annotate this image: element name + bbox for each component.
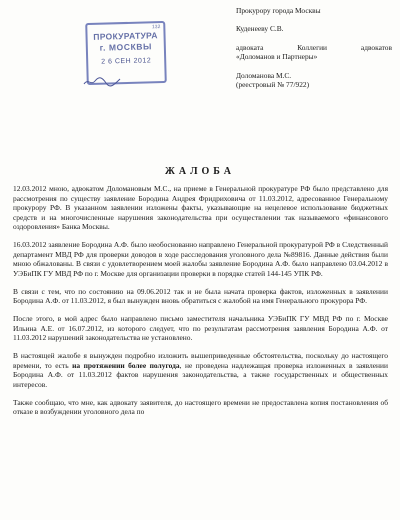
stamp-corner-number: 132 — [151, 24, 161, 31]
paragraph-6: Также сообщаю, что мне, как адвокату заявителя, до настоящего времени не предоставлена копия постановления об отказе в возбуждении уголовного дела по — [13, 397, 388, 417]
stamp-line-1: ПРОКУРАТУРА — [93, 30, 158, 42]
document-title: ЖАЛОБА — [164, 166, 236, 177]
paragraph-2: 16.03.2012 заявление Бородина А.Ф. было необоснованно направлено Генеральной прокуратурой РФ в Следственный департамент МВД РФ для проверки доводов в ходе расследования уголовного дела №89816. Данные действия были мною обжалованы. В связи с удовлетворением моей жалобы заявление Бородина А.Ф. было направлено 03.04.2012 в УЭБиПК ГУ МВД РФ по г. Москве для организации проверки в порядке статей 144-145 УПК РФ. — [13, 240, 388, 278]
sender-registry: (реестровый № 77/922) — [236, 80, 310, 90]
sender-line-1: адвоката Коллегии адвокатов — [236, 42, 392, 52]
paragraph-4: После этого, в мой адрес было направлено письмо заместителя начальника УЭБиПК ГУ МВД РФ по г. Москве Ильина А.Е. от 16.07.2012, из которого следует, что по результатам рассмотрения заявления Бородина А.Ф. от 11.03.2012 нарушений законодательства не установлено. — [13, 314, 388, 343]
sender-name: Доломанова М.С. — [236, 70, 292, 80]
signature-scribble-icon — [82, 74, 122, 88]
paragraph-5: В настоящей жалобе я вынужден подробно изложить вышеприведенные обстоятельства, поскольку до настоящего времени, то есть на протяжении более полугода, не проведена надлежащая проверка изложенных в заявлении Бородина А.Ф. от 11.03.2012 фактов нарушения законодательства, а также государственных и общественных интересов. — [13, 351, 388, 389]
paragraph-3: В связи с тем, что по состоянию на 09.06.2012 так и не была начата проверка фактов, изложенных в заявлении Бородина А.Ф. от 11.03.2012, я был вынужден вновь обратиться с жалобой на имя Генерального прокурора РФ. — [13, 286, 388, 306]
recipient-name: Куденееву С.В. — [236, 24, 284, 34]
recipient-title: Прокурору города Москвы — [236, 6, 321, 15]
sender-firm: «Доломанов и Партнеры» — [236, 52, 318, 62]
stamp-date: 2 6 СЕН 2012 — [101, 57, 152, 66]
addressee-block — [236, 6, 392, 89]
paragraph-1: 12.03.2012 мною, адвокатом Доломановым М.С., на приеме в Генеральной прокуратуре РФ было представлено для рассмотрения по существу заявление Бородина Андрея Фридриховича от 11.03.2012, адресованное Генеральному прокурору РФ. В указанном заявлении изложены факты, указывающие на нецелевое использование бюджетных средств и на многочисленные нарушения законодательства при осуществлении так называемого «финансового оздоровления» Банка Москвы. — [13, 184, 388, 232]
document-body — [13, 184, 388, 425]
stamp-line-2: г. МОСКВЫ — [99, 41, 153, 53]
emphasis-text: на протяжении более полугода — [72, 360, 180, 370]
